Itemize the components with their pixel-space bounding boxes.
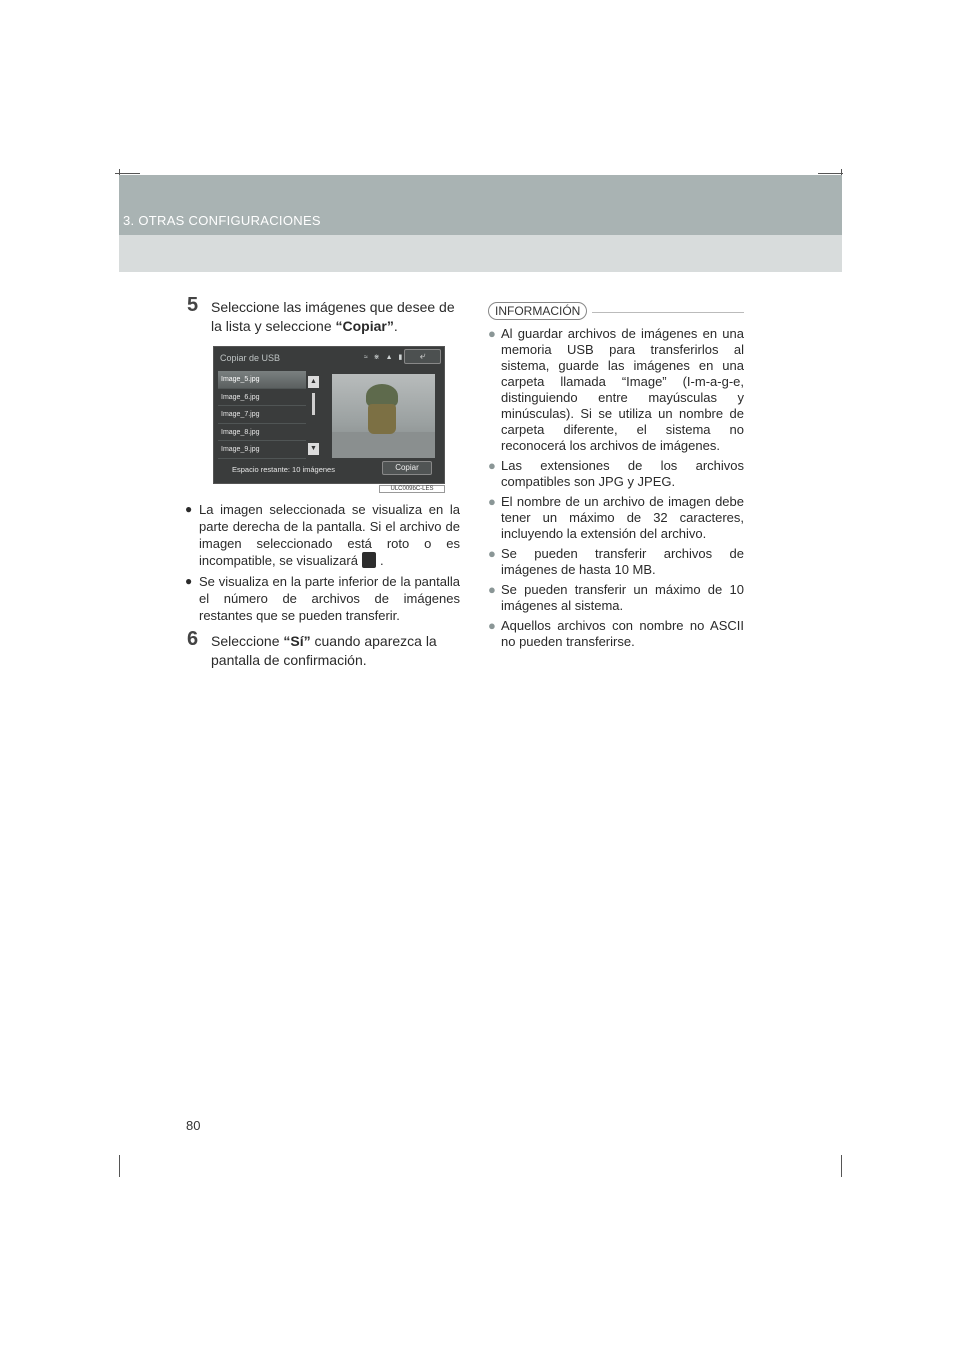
step-5 [185, 294, 460, 336]
step-6 [185, 628, 460, 670]
bullet-dot-icon: ● [488, 582, 496, 597]
crop-mark-bottom-left-v [119, 1155, 120, 1177]
header-band [119, 175, 842, 272]
info-item [488, 458, 744, 490]
bullet-dot-icon: ● [185, 574, 193, 588]
bullet-dot-icon: ● [488, 458, 496, 473]
back-arrow-icon: ⤶ [404, 349, 441, 364]
status-icons: ≈ ⋇ ▲ ▮ [364, 354, 405, 361]
step-text: Seleccione [211, 633, 284, 649]
preview-pot [368, 404, 396, 434]
broken-image-icon [362, 552, 376, 568]
bullet-item [185, 501, 460, 569]
copy-from-usb-screenshot [213, 346, 445, 484]
step-bold: “Sí” [283, 633, 311, 649]
preview-table [332, 432, 435, 458]
file-item: Image_5.jpg [218, 371, 306, 389]
info-label: INFORMACIÓN [488, 302, 587, 320]
file-item: Image_6.jpg [218, 389, 306, 407]
info-item [488, 494, 744, 542]
step-number: 5 [187, 294, 199, 316]
remaining-space: Espacio restante: 10 imágenes [232, 465, 335, 474]
info-item [488, 582, 744, 614]
bullet-dot-icon: ● [185, 502, 193, 516]
step-text-end: . [393, 318, 398, 334]
step-bold: “Copiar” [335, 318, 394, 334]
info-text: Al guardar archivos de imágenes en una memoria USB para transferirlos al sistema, guarde las imágenes en una carpeta llamada “Image” (I-m-a-g-e, distinguiendo entre mayúsculas y minúsculas). Si se utiliza un nombre de carpeta diferente, el sistema no reconocerá los archivos de imágenes. [501, 326, 744, 453]
file-item: Image_8.jpg [218, 424, 306, 442]
page-number: 80 [186, 1118, 201, 1133]
copy-button: Copiar [382, 461, 432, 475]
left-column [185, 294, 460, 670]
screenshot-code: ULC009bC-LES [379, 485, 445, 493]
info-item [488, 546, 744, 578]
image-preview [332, 374, 435, 458]
bullet-dot-icon: ● [488, 618, 496, 633]
bullet-dot-icon: ● [488, 326, 496, 341]
crop-mark-bottom-right-v [841, 1155, 842, 1177]
information-box [488, 302, 744, 654]
file-item: Image_9.jpg [218, 441, 306, 459]
file-item: Image_7.jpg [218, 406, 306, 424]
step-text-end: cuando aparezca la pantalla de confirmación. [211, 633, 437, 668]
info-list [488, 326, 744, 650]
bullet-dot-icon: ● [488, 546, 496, 561]
info-text: Aquellos archivos con nombre no ASCII no pueden transferirse. [501, 618, 744, 649]
section-title: 3. OTRAS CONFIGURACIONES [123, 213, 321, 228]
info-item [488, 326, 744, 454]
info-text: El nombre de un archivo de imagen debe tener un máximo de 32 caracteres, incluyendo la extensión del archivo. [501, 494, 744, 541]
info-divider [592, 312, 744, 313]
info-item [488, 618, 744, 650]
bullet-text: Se visualiza en la parte inferior de la pantalla el número de archivos de imágenes restantes que se pueden transferir. [199, 574, 460, 623]
scroll-up-icon: ▲ [308, 376, 319, 388]
screen-title: Copiar de USB [220, 353, 281, 363]
header-bar [119, 175, 842, 235]
step-number: 6 [187, 628, 199, 650]
scroll-down-icon: ▼ [308, 443, 319, 455]
scroll-track [312, 393, 315, 415]
info-text: Las extensiones de los archivos compatibles son JPG y JPEG. [501, 458, 744, 489]
crop-mark-top-right-h [818, 173, 843, 174]
bullet-text: La imagen seleccionada se visualiza en la parte derecha de la pantalla. Si el archivo de imagen seleccionado está roto o es incompatible, se visualizará [199, 502, 460, 568]
info-text: Se pueden transferir un máximo de 10 imágenes al sistema. [501, 582, 744, 613]
step-text: Seleccione las imágenes que desee de la lista y seleccione [211, 299, 455, 334]
bullet-item [185, 573, 460, 624]
info-text: Se pueden transferir archivos de imágenes de hasta 10 MB. [501, 546, 744, 577]
bullet-dot-icon: ● [488, 494, 496, 509]
bullet-text-end: . [379, 553, 384, 568]
bullet-list [185, 501, 460, 624]
file-list [218, 371, 306, 459]
